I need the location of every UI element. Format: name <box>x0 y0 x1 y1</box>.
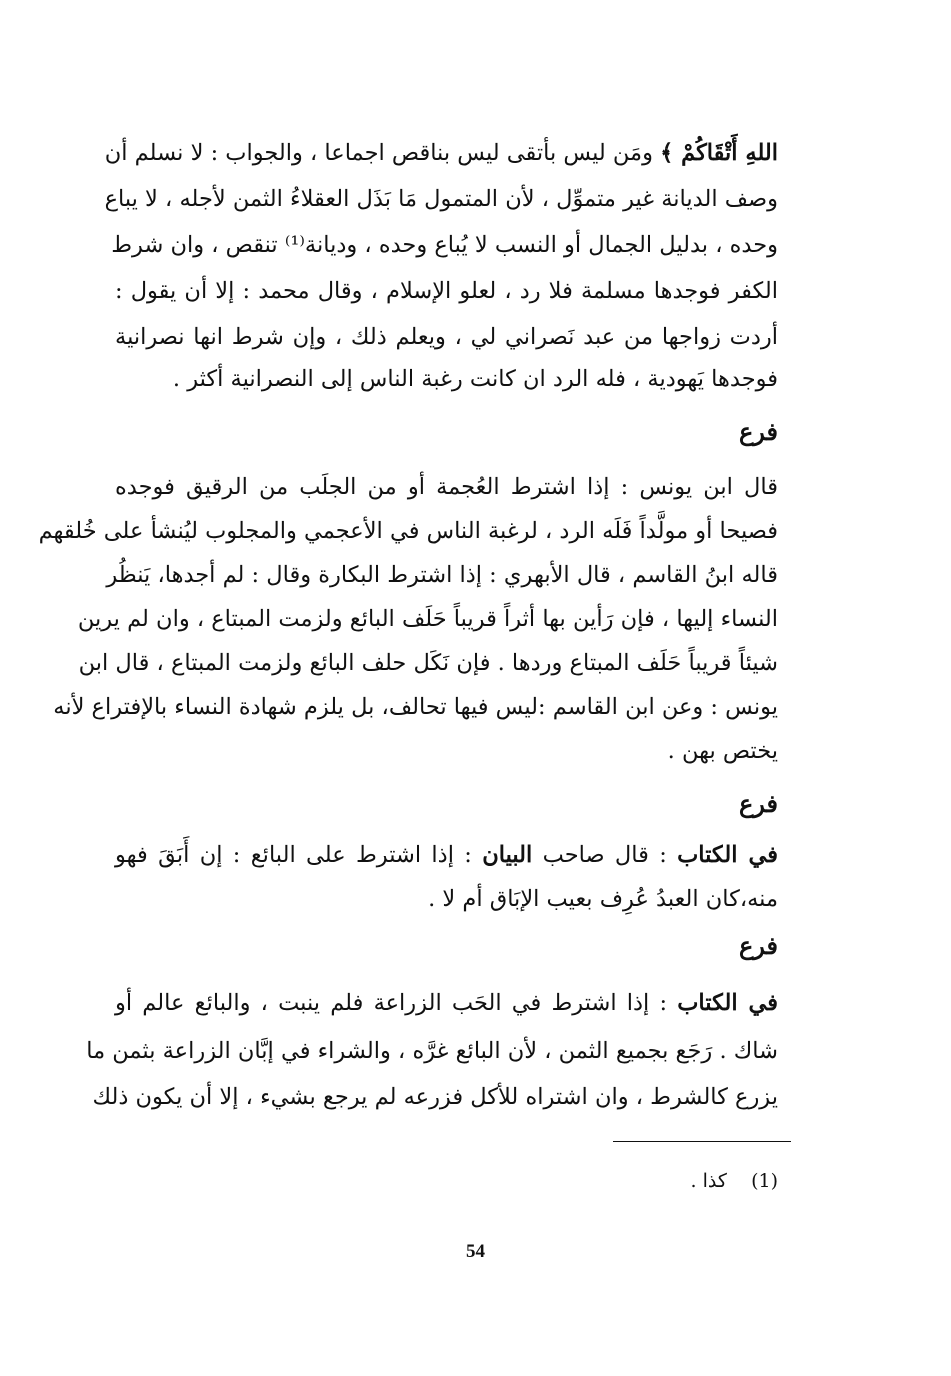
footnote-text: كذا . <box>690 1170 727 1192</box>
text-line: فوجدها يَهودية ، فله الرد ان كانت رغبة الناس إلى النصرانية أكثر . <box>172 366 778 392</box>
text-line: يونس : وعن ابن القاسم :ليس فيها تحالف، بل يلزم شهادة النساء بالإفتراع لأنه <box>53 694 778 720</box>
line-text: ومَن ليس بأتقى ليس بناقص اجماعا ، والجواب : لا نسلم أن <box>104 140 661 166</box>
section-heading: فرع <box>738 789 778 818</box>
text-line: شاك . رَجَع بجميع الثمن ، لأن البائع غرَّه ، والشراء في إبَّان الزراعة بثمن ما <box>86 1038 778 1064</box>
page-number: 54 <box>466 1241 485 1262</box>
bold-phrase: في الكتاب <box>677 842 778 868</box>
text-line: أردت زواجها من عبد نَصراني لي ، ويعلم ذلك ، وإن شرط انها نصرانية <box>115 324 778 350</box>
text-line: فصيحا أو مولَّداً فَلَه الرد ، لرغبة الناس في الأعجمي والمجلوب ليُنشأ على خُلقهم <box>38 518 778 544</box>
line-text: : قال صاحب <box>532 842 678 868</box>
text-line: منه،كان العبدُ عُرِف بعيب الإبَاق أم لا . <box>428 886 778 912</box>
line-text: : إذا اشترط على البائع : إن أَبَقَ فهو <box>115 842 483 868</box>
text-line: قال ابن يونس : إذا اشترط العُجمة أو من الجلَب من الرقيق فوجده <box>115 474 778 500</box>
bold-phrase: اللهِ أَتْقَاكُمْ ﴾ <box>660 140 778 166</box>
text-line: النساء إليها ، فإن رَأين بها أثراً قريباً حَلَف البائع ولزمت المبتاع ، وان لم يرين <box>77 606 778 632</box>
text-line: يختص بهن . <box>667 738 778 764</box>
text-line: يزرع كالشرط ، وان اشتراه للأكل فزرعه لم يرجع بشيء ، إلا أن يكون ذلك <box>92 1084 778 1110</box>
section-heading: فرع <box>738 931 778 960</box>
footnote-rule <box>613 1141 791 1142</box>
text-line <box>115 834 778 876</box>
line-text: : إذا اشترط في الحَب الزراعة فلم ينبت ، والبائع عالم أو <box>115 990 678 1016</box>
text-line <box>104 132 778 174</box>
text-line: شيئاً قريباً حَلَف المبتاع وردها . فإن نَكَل حلف البائع ولزمت المبتاع ، قال ابن <box>78 650 778 676</box>
text-line: وصف الديانة غير متموِّل ، لأن المتمول مَا بَذَل العقلاءُ الثمن لأجله ، لا يباع <box>104 186 778 212</box>
text-line: الكفر فوجدها مسلمة فلا رد ، لعلو الإسلام ، وقال محمد : إلا أن يقول : <box>115 278 778 304</box>
footnote-marker: (1) <box>751 1170 778 1192</box>
bold-phrase: البيان <box>482 842 533 868</box>
footnote <box>690 1170 778 1192</box>
text-line: وحده ، بدليل الجمال أو النسب لا يُباع وحده ، وديانة⁽¹⁾ تنقص ، وان شرط <box>111 232 778 258</box>
bold-phrase: في الكتاب <box>677 990 778 1016</box>
text-line: قاله ابنُ القاسم ، قال الأبهري : إذا اشترط البكارة وقال : لم أجدها، يَنظُر <box>106 562 778 588</box>
section-heading: فرع <box>738 417 778 446</box>
text-line <box>115 982 778 1024</box>
